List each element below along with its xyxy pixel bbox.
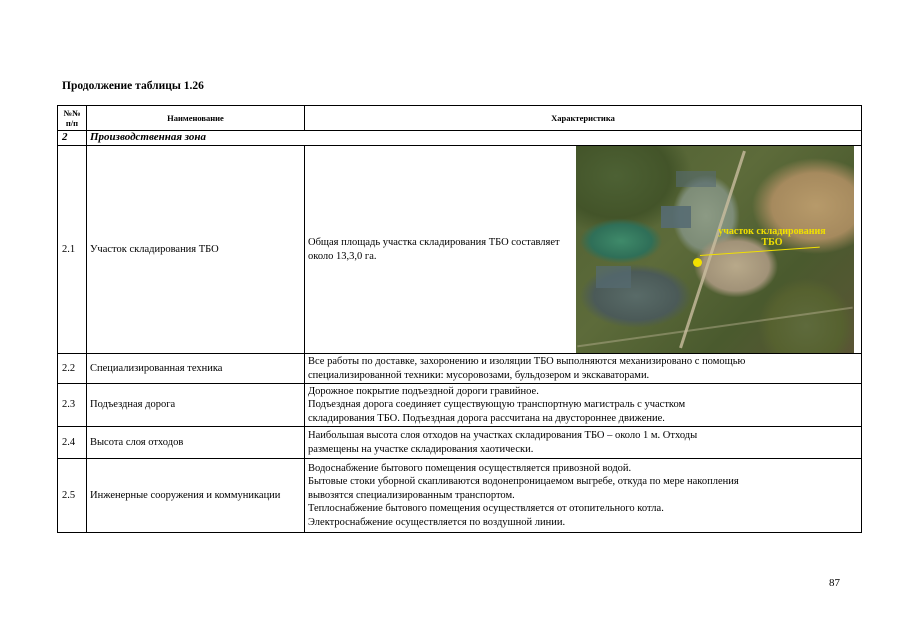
- row-name: Подъездная дорога: [87, 384, 305, 427]
- row-name: Инженерные сооружения и коммуникации: [87, 459, 305, 533]
- location-marker-icon: [693, 258, 702, 267]
- desc-line: Водоснабжение бытового помещения осуществляется привозной водой.: [308, 462, 632, 474]
- zone-row: [58, 131, 862, 146]
- row-num: 2.5: [58, 459, 87, 533]
- photo-label: участок складирования ТБО: [718, 226, 826, 248]
- satellite-photo: [576, 146, 854, 353]
- row-num: 2.2: [58, 354, 87, 384]
- desc-line: Теплоснабжение бытового помещения осуществляется от отопительного котла.: [308, 503, 664, 515]
- table-row: [58, 459, 862, 533]
- header-name: Наименование: [87, 106, 305, 131]
- page-number: 87: [829, 577, 840, 589]
- desc-line: Подъездная дорога соединяет существующую транспортную магистраль с участком: [308, 399, 686, 411]
- row-desc: [305, 459, 862, 533]
- table-caption: Продолжение таблицы 1.26: [62, 80, 204, 92]
- row-desc: [305, 427, 862, 459]
- marker-leader-line: [700, 247, 820, 256]
- table-row: [58, 146, 862, 354]
- row-desc: [305, 146, 862, 354]
- desc-line: Дорожное покрытие подъездной дороги гравийное.: [308, 385, 539, 397]
- row-num: 2.1: [58, 146, 87, 354]
- zone-num: 2: [58, 131, 87, 146]
- zone-name: Производственная зона: [87, 131, 862, 146]
- desc-line: Наибольшая высота слоя отходов на участках складирования ТБО – около 1 м. Отходы: [308, 430, 698, 441]
- desc-line: складирования ТБО. Подъездная дорога рассчитана на двустороннее движение.: [308, 412, 665, 424]
- desc-line: Все работы по доставке, захоронению и изоляции ТБО выполняются механизировано с помощью: [308, 356, 746, 367]
- row-desc: [305, 354, 862, 384]
- header-desc: Характеристика: [305, 106, 862, 131]
- row-num: 2.4: [58, 427, 87, 459]
- desc-line: размещены на участке складирования хаотически.: [308, 443, 534, 455]
- row-name: Участок складирования ТБО: [87, 146, 305, 354]
- desc-line: Бытовые стоки уборной скапливаются водонепроницаемом выгребе, откуда по мере накопления: [308, 476, 739, 488]
- row-desc: [305, 384, 862, 427]
- row-num: 2.3: [58, 384, 87, 427]
- table-header-row: [58, 106, 862, 131]
- row-desc-text: Общая площадь участка складирования ТБО составляет около 13,3,0 га.: [308, 237, 560, 262]
- characteristics-table: [57, 105, 862, 533]
- header-num: №№ п/п: [58, 106, 87, 131]
- row-name: Специализированная техника: [87, 354, 305, 384]
- table-row: [58, 427, 862, 459]
- desc-line: вывозятся специализированным транспортом.: [308, 489, 515, 501]
- desc-line: специализированной техники: мусоровозами, бульдозером и экскаваторами.: [308, 369, 650, 381]
- table-row: [58, 384, 862, 427]
- table-row: [58, 354, 862, 384]
- row-name: Высота слоя отходов: [87, 427, 305, 459]
- desc-line: Электроснабжение осуществляется по воздушной линии.: [308, 516, 566, 528]
